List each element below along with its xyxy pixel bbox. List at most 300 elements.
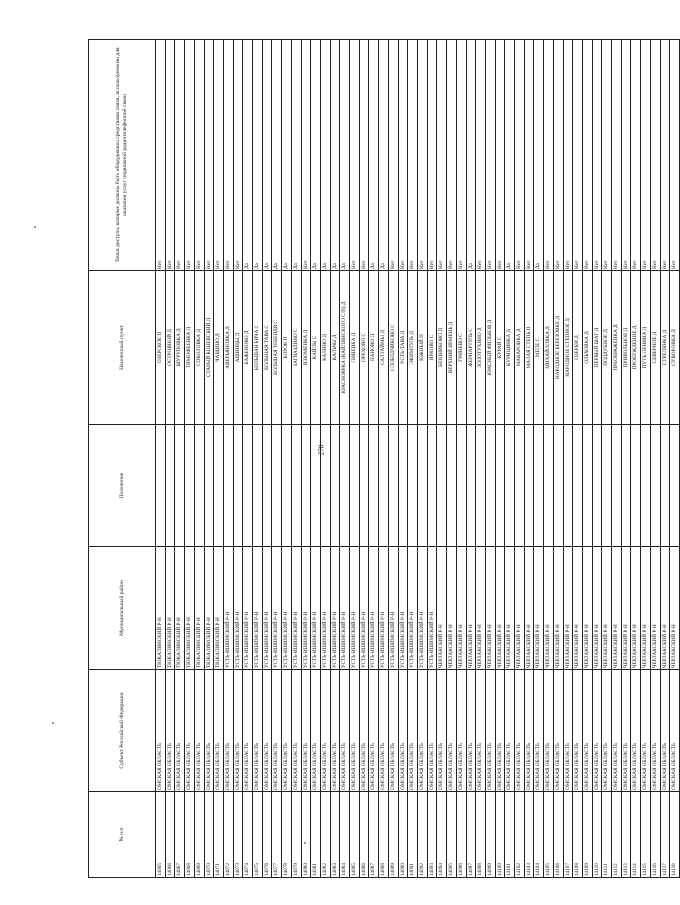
cell-number: 14093: [427, 792, 437, 878]
cell-settlement: [592, 425, 602, 547]
cell-settlement: [485, 425, 495, 547]
table-row: [156, 40, 166, 878]
cell-settlement: [670, 425, 680, 547]
cell-access-point: Нет: [175, 40, 185, 271]
cell-subject: ОМСКАЯ ОБЛАСТЬ: [650, 670, 660, 792]
cell-access-point: Нет: [602, 40, 612, 271]
cell-subject: ОМСКАЯ ОБЛАСТЬ: [485, 670, 495, 792]
cell-subject: ОМСКАЯ ОБЛАСТЬ: [456, 670, 466, 792]
cell-locality: ОЛЬХОВКА Д: [582, 271, 592, 425]
cell-access-point: Нет: [660, 40, 670, 271]
cell-subject: ОМСКАЯ ОБЛАСТЬ: [417, 670, 427, 792]
cell-access-point: Нет: [456, 40, 466, 271]
table-row: [185, 40, 195, 878]
cell-locality: КАЙЛЫ С: [311, 271, 321, 425]
cell-locality: ПРИВОЛЬНОЕ Д: [621, 271, 631, 425]
header-district: Муниципальный район: [89, 547, 156, 670]
cell-settlement: [612, 425, 622, 547]
cell-number: 14070: [204, 792, 214, 878]
cell-district: ЧЕРЛАКСКИЙ Р-Н: [573, 547, 583, 670]
cell-number: 14083: [330, 792, 340, 878]
cell-locality: ОСТРОВНОЙ Д: [165, 271, 175, 425]
table-row: [223, 40, 233, 878]
cell-number: 14095: [447, 792, 457, 878]
cell-subject: ОМСКАЯ ОБЛАСТЬ: [388, 670, 398, 792]
cell-access-point: Нет: [582, 40, 592, 271]
cell-number: 14109: [582, 792, 592, 878]
cell-settlement: [524, 425, 534, 547]
cell-district: ЧЕРЛАКСКИЙ Р-Н: [476, 547, 486, 670]
cell-settlement: [650, 425, 660, 547]
cell-settlement: [291, 425, 301, 547]
cell-district: ЧЕРЛАКСКИЙ Р-Н: [544, 547, 554, 670]
cell-subject: ОМСКАЯ ОБЛАСТЬ: [340, 670, 350, 792]
cell-subject: ОМСКАЯ ОБЛАСТЬ: [330, 670, 340, 792]
table-row: [204, 40, 214, 878]
cell-access-point: Нет: [437, 40, 447, 271]
cell-subject: ОМСКАЯ ОБЛАСТЬ: [262, 670, 272, 792]
cell-district: УСТЬ-ИШИМСКИЙ Р-Н: [408, 547, 418, 670]
cell-number: 14069: [194, 792, 204, 878]
cell-locality: ПРЕОБРАЖЕНКА Д: [612, 271, 622, 425]
cell-district: УСТЬ-ИШИМСКИЙ Р-Н: [243, 547, 253, 670]
table-row: [553, 40, 563, 878]
cell-locality: ПОДДУБНОЕ Д: [602, 271, 612, 425]
cell-settlement: [544, 425, 554, 547]
cell-district: ТЮКАЛИНСКИЙ Р-Н: [214, 547, 224, 670]
cell-access-point: Да: [311, 40, 321, 271]
cell-subject: ОМСКАЯ ОБЛАСТЬ: [350, 670, 360, 792]
cell-district: ТЮКАЛИНСКИЙ Р-Н: [194, 547, 204, 670]
cell-locality: ЯРКОВО С: [427, 271, 437, 425]
cell-district: УСТЬ-ИШИМСКИЙ Р-Н: [359, 547, 369, 670]
cell-number: 14080: [301, 792, 311, 878]
table-row: [340, 40, 350, 878]
rotated-page-content: [88, 40, 678, 878]
cell-subject: ОМСКАЯ ОБЛАСТЬ: [320, 670, 330, 792]
cell-number: 14066: [165, 792, 175, 878]
cell-settlement: [417, 425, 427, 547]
cell-locality: БЕРДНИКОВО Д: [437, 271, 447, 425]
cell-access-point: Нет: [408, 40, 418, 271]
table-row: [291, 40, 301, 878]
cell-locality: ПЕРВЫЙ ШАГ Д: [592, 271, 602, 425]
cell-access-point: Нет: [417, 40, 427, 271]
cell-access-point: Нет: [670, 40, 680, 271]
cell-subject: ОМСКАЯ ОБЛАСТЬ: [272, 670, 282, 792]
cell-settlement: [466, 425, 476, 547]
cell-subject: ОМСКАЯ ОБЛАСТЬ: [282, 670, 292, 792]
cell-district: УСТЬ-ИШИМСКИЙ Р-Н: [398, 547, 408, 670]
cell-locality: МЕЛЕ С: [534, 271, 544, 425]
cell-number: 14081: [311, 792, 321, 878]
cell-district: УСТЬ-ИШИМСКИЙ Р-Н: [369, 547, 379, 670]
cell-subject: ОМСКАЯ ОБЛАСТЬ: [660, 670, 670, 792]
cell-access-point: Нет: [495, 40, 505, 271]
table-row: [320, 40, 330, 878]
cell-settlement: [282, 425, 292, 547]
cell-settlement: [563, 425, 573, 547]
cell-locality: ПАНОВО Д: [369, 271, 379, 425]
cell-number: 14073: [233, 792, 243, 878]
cell-access-point: Нет: [301, 40, 311, 271]
cell-locality: ТИМОФЕЕВКА Д: [185, 271, 195, 425]
cell-settlement: [553, 425, 563, 547]
cell-access-point: Нет: [388, 40, 398, 271]
cell-number: 14092: [417, 792, 427, 878]
table-row: [485, 40, 495, 878]
cell-settlement: [194, 425, 204, 547]
scan-speck: [52, 722, 54, 724]
cell-subject: ОМСКАЯ ОБЛАСТЬ: [466, 670, 476, 792]
cell-settlement: [165, 425, 175, 547]
table-row: [359, 40, 369, 878]
table-header: [89, 40, 156, 878]
cell-number: 14103: [524, 792, 534, 878]
cell-locality: СУВОРОВКА Д: [670, 271, 680, 425]
cell-access-point: Нет: [185, 40, 195, 271]
cell-locality: КАЛЬЧЫ Д: [330, 271, 340, 425]
cell-number: 14099: [485, 792, 495, 878]
cell-access-point: Да: [272, 40, 282, 271]
cell-subject: ОМСКАЯ ОБЛАСТЬ: [631, 670, 641, 792]
cell-settlement: [621, 425, 631, 547]
cell-locality: ПРОБУЖДЕНИЕ Д: [631, 271, 641, 425]
cell-district: ТЮКАЛИНСКИЙ Р-Н: [156, 547, 166, 670]
cell-district: УСТЬ-ИШИМСКИЙ Р-Н: [262, 547, 272, 670]
cell-number: 14088: [379, 792, 389, 878]
cell-access-point: Нет: [398, 40, 408, 271]
cell-settlement: [573, 425, 583, 547]
cell-locality: АШИНЦЫ Д: [233, 271, 243, 425]
cell-access-point: Нет: [544, 40, 554, 271]
cell-subject: ОМСКАЯ ОБЛАСТЬ: [582, 670, 592, 792]
cell-subject: ОМСКАЯ ОБЛАСТЬ: [573, 670, 583, 792]
table-row: [515, 40, 525, 878]
cell-locality: НАРОДНОЕ БЕРЕЗОВКЕ Д: [553, 271, 563, 425]
cell-district: ЧЕРЛАКСКИЙ Р-Н: [621, 547, 631, 670]
cell-access-point: Нет: [524, 40, 534, 271]
header-row: [89, 40, 156, 878]
table-row: [524, 40, 534, 878]
table-row: [175, 40, 185, 878]
cell-subject: ОМСКАЯ ОБЛАСТЬ: [165, 670, 175, 792]
cell-district: УСТЬ-ИШИМСКИЙ Р-Н: [379, 547, 389, 670]
cell-locality: ИЗЮМЕНКА Д: [301, 271, 311, 425]
cell-number: 14098: [476, 792, 486, 878]
cell-district: УСТЬ-ИШИМСКИЙ Р-Н: [272, 547, 282, 670]
cell-settlement: [379, 425, 389, 547]
cell-access-point: Да: [282, 40, 292, 271]
cell-number: 14084: [340, 792, 350, 878]
cell-settlement: [631, 425, 641, 547]
table-row: [253, 40, 263, 878]
cell-settlement: [340, 425, 350, 547]
cell-district: УСТЬ-ИШИМСКИЙ Р-Н: [233, 547, 243, 670]
cell-number: 14116: [650, 792, 660, 878]
cell-number: 14090: [398, 792, 408, 878]
cell-locality: КРАСНЫЙ ФИЛЬКОВ Д: [485, 271, 495, 425]
cell-settlement: [602, 425, 612, 547]
cell-subject: ОМСКАЯ ОБЛАСТЬ: [214, 670, 224, 792]
cell-access-point: Да: [534, 40, 544, 271]
cell-locality: НАРОДНОЕ СТЕПНОЕ Д: [563, 271, 573, 425]
cell-settlement: [185, 425, 195, 547]
cell-access-point: Нет: [650, 40, 660, 271]
cell-access-point: Нет: [223, 40, 233, 271]
cell-district: ЧЕРЛАКСКИЙ Р-Н: [592, 547, 602, 670]
cell-subject: ОМСКАЯ ОБЛАСТЬ: [602, 670, 612, 792]
cell-settlement: [534, 425, 544, 547]
cell-settlement: [398, 425, 408, 547]
table-row: [582, 40, 592, 878]
cell-number: 14074: [243, 792, 253, 878]
cell-district: УСТЬ-ИШИМСКИЙ Р-Н: [282, 547, 292, 670]
cell-number: 14115: [641, 792, 651, 878]
header-locality: Населенный пункт: [89, 271, 156, 425]
cell-district: УСТЬ-ИШИМСКИЙ Р-Н: [223, 547, 233, 670]
cell-subject: ОМСКАЯ ОБЛАСТЬ: [641, 670, 651, 792]
cell-settlement: [437, 425, 447, 547]
table-row: [350, 40, 360, 878]
table-row: [272, 40, 282, 878]
cell-subject: ОМСКАЯ ОБЛАСТЬ: [670, 670, 680, 792]
cell-locality: УСТЬ-ТАВА Д: [398, 271, 408, 425]
cell-district: УСТЬ-ИШИМСКИЙ Р-Н: [388, 547, 398, 670]
cell-subject: ОМСКАЯ ОБЛАСТЬ: [398, 670, 408, 792]
table-row: [243, 40, 253, 878]
cell-locality: СТРЕЛЯНКА Д: [660, 271, 670, 425]
cell-settlement: [495, 425, 505, 547]
table-row: [621, 40, 631, 878]
cell-number: 14114: [631, 792, 641, 878]
cell-district: УСТЬ-ИШИМСКИЙ Р-Н: [340, 547, 350, 670]
cell-locality: САЛТАЙМЫ Д: [379, 271, 389, 425]
cell-access-point: Да: [330, 40, 340, 271]
cell-district: ЧЕРЛАКСКИЙ Р-Н: [582, 547, 592, 670]
cell-subject: ОМСКАЯ ОБЛАСТЬ: [204, 670, 214, 792]
page-number: 278: [317, 444, 326, 456]
cell-district: ТЮКАЛИНСКИЙ Р-Н: [175, 547, 185, 670]
cell-number: 14101: [505, 792, 515, 878]
cell-district: УСТЬ-ИШИМСКИЙ Р-Н: [350, 547, 360, 670]
cell-number: 14091: [408, 792, 418, 878]
cell-settlement: [660, 425, 670, 547]
cell-district: ЧЕРЛАКСКИЙ Р-Н: [631, 547, 641, 670]
cell-locality: МАЛАЯ СТЕПЬ П: [524, 271, 534, 425]
table-row: [534, 40, 544, 878]
header-settlement: Поселение: [89, 425, 156, 547]
cell-number: 14112: [612, 792, 622, 878]
cell-locality: ЛИНЕВКА Д: [350, 271, 360, 425]
cell-subject: ОМСКАЯ ОБЛАСТЬ: [301, 670, 311, 792]
cell-number: 14106: [553, 792, 563, 878]
cell-subject: ОМСКАЯ ОБЛАСТЬ: [563, 670, 573, 792]
cell-subject: ОМСКАЯ ОБЛАСТЬ: [253, 670, 263, 792]
cell-settlement: [408, 425, 418, 547]
cell-locality: ЧАЩИНО Д: [214, 271, 224, 425]
cell-district: ЧЕРЛАКСКИЙ Р-Н: [612, 547, 622, 670]
cell-district: ЧЕРЛАКСКИЙ Р-Н: [437, 547, 447, 670]
table-row: [194, 40, 204, 878]
cell-settlement: [272, 425, 282, 547]
cell-settlement: [311, 425, 321, 547]
cell-locality: СТАРЫЙ КОНЕВСКИЙ Д: [204, 271, 214, 425]
table-row: [417, 40, 427, 878]
cell-district: ЧЕРЛАКСКИЙ Р-Н: [495, 547, 505, 670]
cell-district: ЧЕРЛАКСКИЙ Р-Н: [650, 547, 660, 670]
table-row: [650, 40, 660, 878]
cell-locality: ОЗЕРСКОЕ П: [156, 271, 166, 425]
table-row: [641, 40, 651, 878]
table-row: [670, 40, 680, 878]
cell-district: ЧЕРЛАКСКИЙ Р-Н: [670, 547, 680, 670]
cell-access-point: Нет: [573, 40, 583, 271]
cell-district: ЧЕРЛАКСКИЙ Р-Н: [466, 547, 476, 670]
cell-locality: ВЕРХНИЙ ИРМЕНЬ Д: [447, 271, 457, 425]
header-subject: Субъект Российской Федерации: [89, 670, 156, 792]
cell-number: 14111: [602, 792, 612, 878]
table-row: [505, 40, 515, 878]
cell-locality: МАКАРОВКА Д: [515, 271, 525, 425]
table-row: [544, 40, 554, 878]
cell-district: ЧЕРЛАКСКИЙ Р-Н: [524, 547, 534, 670]
cell-district: ЧЕРЛАКСКИЙ Р-Н: [515, 547, 525, 670]
cell-number: 14086: [359, 792, 369, 878]
cell-subject: ОМСКАЯ ОБЛАСТЬ: [437, 670, 447, 792]
cell-settlement: [156, 425, 166, 547]
cell-number: 14117: [660, 792, 670, 878]
cell-subject: ОМСКАЯ ОБЛАСТЬ: [476, 670, 486, 792]
cell-subject: ОМСКАЯ ОБЛАСТЬ: [621, 670, 631, 792]
cell-subject: ОМСКАЯ ОБЛАСТЬ: [524, 670, 534, 792]
cell-locality: ЗАГВАЗДИНО С: [291, 271, 301, 425]
cell-locality: ЖЕРНАРТУЛЬ С: [466, 271, 476, 425]
header-number: № п/п: [89, 792, 156, 878]
cell-settlement: [233, 425, 243, 547]
cell-number: 14065: [156, 792, 166, 878]
cell-access-point: Да: [291, 40, 301, 271]
cell-subject: ОМСКАЯ ОБЛАСТЬ: [544, 670, 554, 792]
cell-settlement: [476, 425, 486, 547]
cell-subject: ОМСКАЯ ОБЛАСТЬ: [447, 670, 457, 792]
cell-access-point: Да: [320, 40, 330, 271]
table-row: [330, 40, 340, 878]
cell-subject: ОМСКАЯ ОБЛАСТЬ: [495, 670, 505, 792]
cell-subject: ОМСКАЯ ОБЛАСТЬ: [427, 670, 437, 792]
cell-locality: КАЛИНО Д: [320, 271, 330, 425]
cell-district: УСТЬ-ИШИМСКИЙ Р-Н: [417, 547, 427, 670]
cell-locality: БАЖЕНОВО Д: [243, 271, 253, 425]
cell-settlement: [369, 425, 379, 547]
cell-district: ЧЕРЛАКСКИЙ Р-Н: [563, 547, 573, 670]
table-row: [398, 40, 408, 878]
cell-district: УСТЬ-ИШИМСКИЙ Р-Н: [311, 547, 321, 670]
cell-number: 14107: [563, 792, 573, 878]
table-row: [612, 40, 622, 878]
table-row: [563, 40, 573, 878]
cell-locality: ЮЖНЫЙ П: [417, 271, 427, 425]
cell-settlement: [175, 425, 185, 547]
cell-access-point: Нет: [515, 40, 525, 271]
cell-settlement: [204, 425, 214, 547]
table-row: [476, 40, 486, 878]
cell-access-point: Да: [340, 40, 350, 271]
cell-subject: ОМСКАЯ ОБЛАСТЬ: [408, 670, 418, 792]
cell-number: 14085: [350, 792, 360, 878]
cell-number: 14077: [272, 792, 282, 878]
cell-subject: ОМСКАЯ ОБЛАСТЬ: [243, 670, 253, 792]
cell-district: УСТЬ-ИШИМСКИЙ Р-Н: [427, 547, 437, 670]
cell-access-point: Нет: [563, 40, 573, 271]
cell-locality: КУРИЦИНКА Д: [505, 271, 515, 425]
cell-access-point: Нет: [631, 40, 641, 271]
cell-access-point: Нет: [447, 40, 457, 271]
cell-settlement: [262, 425, 272, 547]
cell-access-point: Нет: [156, 40, 166, 271]
table-row: [165, 40, 175, 878]
cell-settlement: [388, 425, 398, 547]
cell-settlement: [427, 425, 437, 547]
cell-number: 14096: [456, 792, 466, 878]
cell-access-point: Да: [253, 40, 263, 271]
cell-locality: СОКОЛОВКА Д: [194, 271, 204, 425]
cell-access-point: Да: [379, 40, 389, 271]
cell-locality: ГРИНЕВО С: [456, 271, 466, 425]
cell-subject: ОМСКАЯ ОБЛАСТЬ: [194, 670, 204, 792]
cell-number: 14075: [253, 792, 263, 878]
table-row: [456, 40, 466, 878]
cell-district: ЧЕРЛАКСКИЙ Р-Н: [456, 547, 466, 670]
table-row: [447, 40, 457, 878]
cell-subject: ОМСКАЯ ОБЛАСТЬ: [185, 670, 195, 792]
cell-number: 14076: [262, 792, 272, 878]
cell-locality: МИХАЙЛОВКА Д: [544, 271, 554, 425]
cell-district: УСТЬ-ИШИМСКИЙ Р-Н: [253, 547, 263, 670]
table-row: [466, 40, 476, 878]
cell-locality: БОРОК П: [282, 271, 292, 425]
cell-number: 14113: [621, 792, 631, 878]
cell-locality: СЛОБОДЧИКОВО С: [388, 271, 398, 425]
cell-access-point: Да: [262, 40, 272, 271]
cell-subject: ОМСКАЯ ОБЛАСТЬ: [592, 670, 602, 792]
cell-access-point: Нет: [641, 40, 651, 271]
cell-number: 14105: [544, 792, 554, 878]
cell-subject: ОМСКАЯ ОБЛАСТЬ: [311, 670, 321, 792]
cell-district: ТЮКАЛИНСКИЙ Р-Н: [165, 547, 175, 670]
table-row: [573, 40, 583, 878]
cell-district: УСТЬ-ИШИМСКИЙ Р-Н: [301, 547, 311, 670]
table-row: [379, 40, 389, 878]
cell-number: 14094: [437, 792, 447, 878]
table-row: [408, 40, 418, 878]
table-row: [311, 40, 321, 878]
cell-subject: ОМСКАЯ ОБЛАСТЬ: [175, 670, 185, 792]
cell-access-point: Нет: [204, 40, 214, 271]
cell-district: ЧЕРЛАКСКИЙ Р-Н: [505, 547, 515, 670]
cell-locality: ОЗЕРКИ Д: [573, 271, 583, 425]
cell-settlement: [223, 425, 233, 547]
cell-settlement: [515, 425, 525, 547]
table-row: [301, 40, 311, 878]
cell-settlement: [582, 425, 592, 547]
cell-locality: КУРАЙ С: [495, 271, 505, 425]
cell-number: 14108: [573, 792, 583, 878]
cell-access-point: Да: [505, 40, 515, 271]
cell-locality: ОРЕХОВО С: [359, 271, 369, 425]
cell-locality: БОЛЬШАЯ ТЕБЕНДЯ С: [272, 271, 282, 425]
cell-subject: ОМСКАЯ ОБЛАСТЬ: [223, 670, 233, 792]
